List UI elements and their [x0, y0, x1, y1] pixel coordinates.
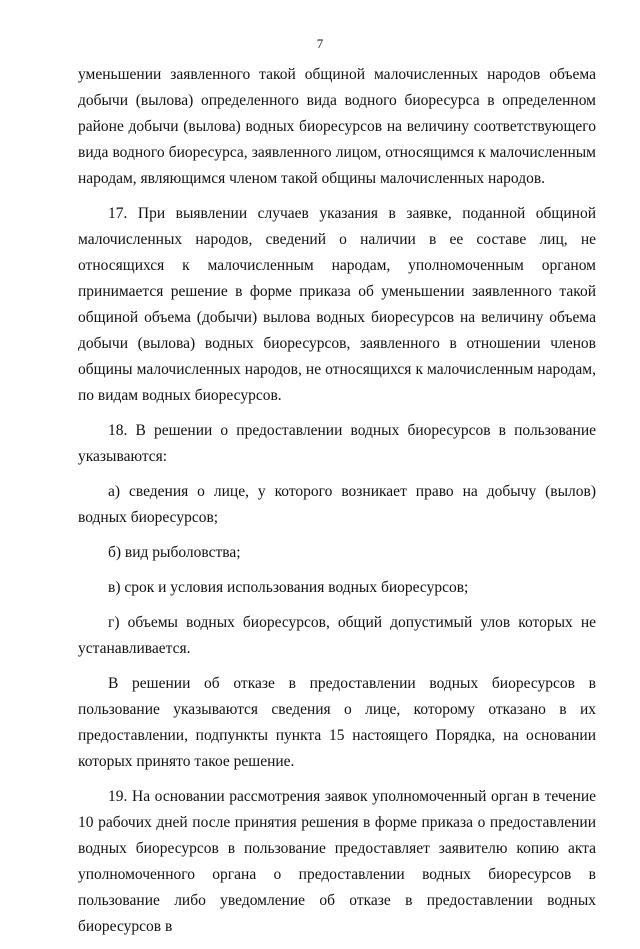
paragraph-item-19: 19. На основании рассмотрения заявок уполномоченный орган в течение 10 рабочих дней после принятия решения в форме приказа о предоставлении водных биоресурсов в пользование предоставляет заявителю копию акта уполномоченного органа о предоставлении водных биоресурсов в пользование либо уведомление об отказе в предоставлении водных биоресурсов в	[78, 788, 596, 935]
paragraph-item-18: 18. В решении о предоставлении водных биоресурсов в пользование указываются:	[78, 422, 596, 465]
document-body	[78, 62, 596, 949]
subitem-a: а) сведения о лице, у которого возникает право на добычу (вылов) водных биоресурсов;	[78, 483, 596, 526]
subitem-g: г) объемы водных биоресурсов, общий допустимый улов которых не устанавливается.	[78, 614, 596, 657]
paragraph-refusal: В решении об отказе в предоставлении водных биоресурсов в пользование указываются сведения о лице, которому отказано в их предоставлении, подпункты пункта 15 настоящего Порядка, на основании которых принято такое решение.	[78, 675, 596, 770]
paragraph-item-17: 17. При выявлении случаев указания в заявке, поданной общиной малочисленных народов, сведений о наличии в ее составе лиц, не относящихся к малочисленным народам, уполномоченным органом принимается решение в форме приказа об уменьшении заявленного такой общиной объема (добычи) вылова водных биоресурсов на величину объема добычи (вылова) водных биоресурсов, заявленного в отношении членов общины малочисленных народов, не относящихся к малочисленным народам, по видам водных биоресурсов.	[78, 205, 596, 404]
paragraph-continuation: уменьшении заявленного такой общиной малочисленных народов объема добычи (вылова) определенного вида водного биоресурса в определенном районе добычи (вылова) водных биоресурсов на величину соответствующего вида водного биоресурса, заявленного лицом, относящимся к малочисленным народам, являющимся членом такой общины малочисленных народов.	[78, 66, 596, 187]
page-number: 7	[316, 36, 324, 51]
subitem-v: в) срок и условия использования водных биоресурсов;	[108, 579, 469, 596]
subitem-b: б) вид рыболовства;	[108, 544, 241, 561]
